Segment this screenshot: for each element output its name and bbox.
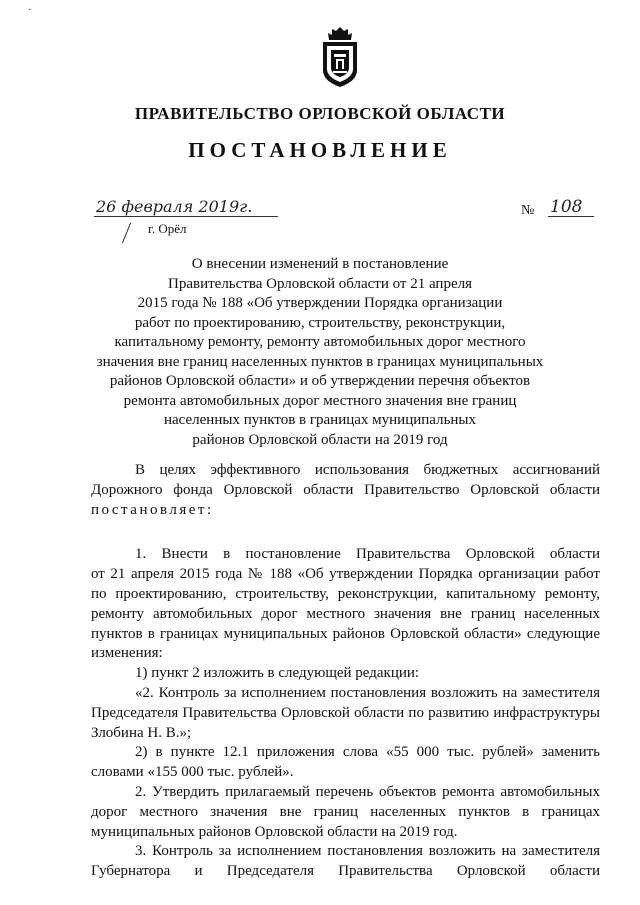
title-line: ремонта автомобильных дорог местного значения вне границ bbox=[123, 392, 517, 409]
item-line: 2. Утвердить прилагаемый перечень объектов ремонта автомобильных bbox=[135, 783, 600, 800]
item-line: 1. Внести в постановление Правительства Орловской области bbox=[135, 546, 600, 563]
item-2-paragraph bbox=[91, 783, 600, 842]
item-1-paragraph bbox=[91, 545, 600, 664]
item-line: ремонту автомобильных дорог местного значения вне границ населенных bbox=[91, 605, 600, 622]
document-body bbox=[91, 461, 600, 882]
title-line: районов Орловской области на 2019 год bbox=[192, 431, 448, 448]
number-label: № bbox=[521, 203, 535, 218]
document-title bbox=[60, 255, 580, 450]
preamble-line: В целях эффективного использования бюджетных ассигнований bbox=[135, 462, 600, 478]
number-underline bbox=[548, 216, 594, 217]
title-line: капитальному ремонту, ремонту автомобильных дорог местного bbox=[114, 334, 526, 350]
item-line: от 21 апреля 2015 года № 188 «Об утверждении Порядка организации работ bbox=[91, 566, 600, 583]
item-line: 1) пункт 2 изложить в следующей редакции: bbox=[135, 665, 420, 682]
title-line: О внесении изменений в постановление bbox=[191, 256, 449, 272]
item-line: изменения: bbox=[91, 645, 163, 662]
document-type-heading: ПОСТАНОВЛЕНИЕ bbox=[188, 138, 452, 162]
scan-mark: ˇ bbox=[28, 8, 32, 19]
title-line: Правительства Орловской области от 21 апреля bbox=[168, 275, 472, 292]
date-underline bbox=[94, 216, 278, 217]
item-line: словами «155 000 тыс. рублей». bbox=[91, 764, 294, 781]
coat-of-arms-emblem bbox=[317, 26, 363, 88]
title-line: 2015 года № 188 «Об утверждении Порядка организации bbox=[137, 295, 503, 311]
paragraph-gap bbox=[91, 520, 600, 545]
item-3-paragraph bbox=[91, 842, 600, 882]
sub-item-2 bbox=[91, 743, 600, 783]
preamble-line: постановляет: bbox=[91, 501, 214, 518]
city-name: г. Орёл bbox=[148, 221, 187, 236]
quoted-paragraph bbox=[91, 684, 600, 743]
handwritten-date: 26 февраля 2019г. bbox=[96, 197, 253, 216]
item-line: Злобина Н. В.»; bbox=[91, 724, 192, 741]
preamble-paragraph bbox=[91, 461, 600, 520]
date-slash-mark bbox=[122, 223, 131, 244]
item-line: 2) в пункте 12.1 приложения слова «55 000 тыс. рублей» заменить bbox=[135, 744, 600, 761]
item-line: 3. Контроль за исполнением постановления возложить на заместителя bbox=[135, 843, 600, 860]
title-line: значения вне границ населенных пунктов в границах муниципальных bbox=[96, 353, 544, 370]
title-line: работ по проектированию, строительству, реконструкции, bbox=[134, 314, 506, 331]
item-line: по проектированию, строительству, реконструкции, капитальному ремонту, bbox=[91, 585, 600, 602]
title-line: районов Орловской области» и об утверждении перечня объектов bbox=[109, 373, 531, 389]
item-line: Губернатора и Председателя Правительства Орловской области bbox=[91, 863, 600, 880]
item-line: дорог местного значения вне границ населенных пунктов в границах bbox=[91, 803, 600, 820]
title-line: населенных пунктов в границах муниципальных bbox=[163, 412, 477, 428]
item-line: муниципальных районов Орловской области на 2019 год. bbox=[91, 823, 458, 840]
handwritten-number: 108 bbox=[550, 197, 583, 217]
preamble-line: Дорожного фонда Орловской области Правительство Орловской области bbox=[91, 481, 600, 498]
item-line: пунктов в границах муниципальных районов Орловской области» следующие bbox=[91, 625, 600, 642]
sub-item-1 bbox=[91, 664, 600, 684]
government-name: ПРАВИТЕЛЬСТВО ОРЛОВСКОЙ ОБЛАСТИ bbox=[134, 104, 506, 123]
item-line: Председателя Правительства Орловской области по развитию инфраструктуры bbox=[91, 704, 600, 721]
item-line: «2. Контроль за исполнением постановления возложить на заместителя bbox=[135, 684, 600, 701]
